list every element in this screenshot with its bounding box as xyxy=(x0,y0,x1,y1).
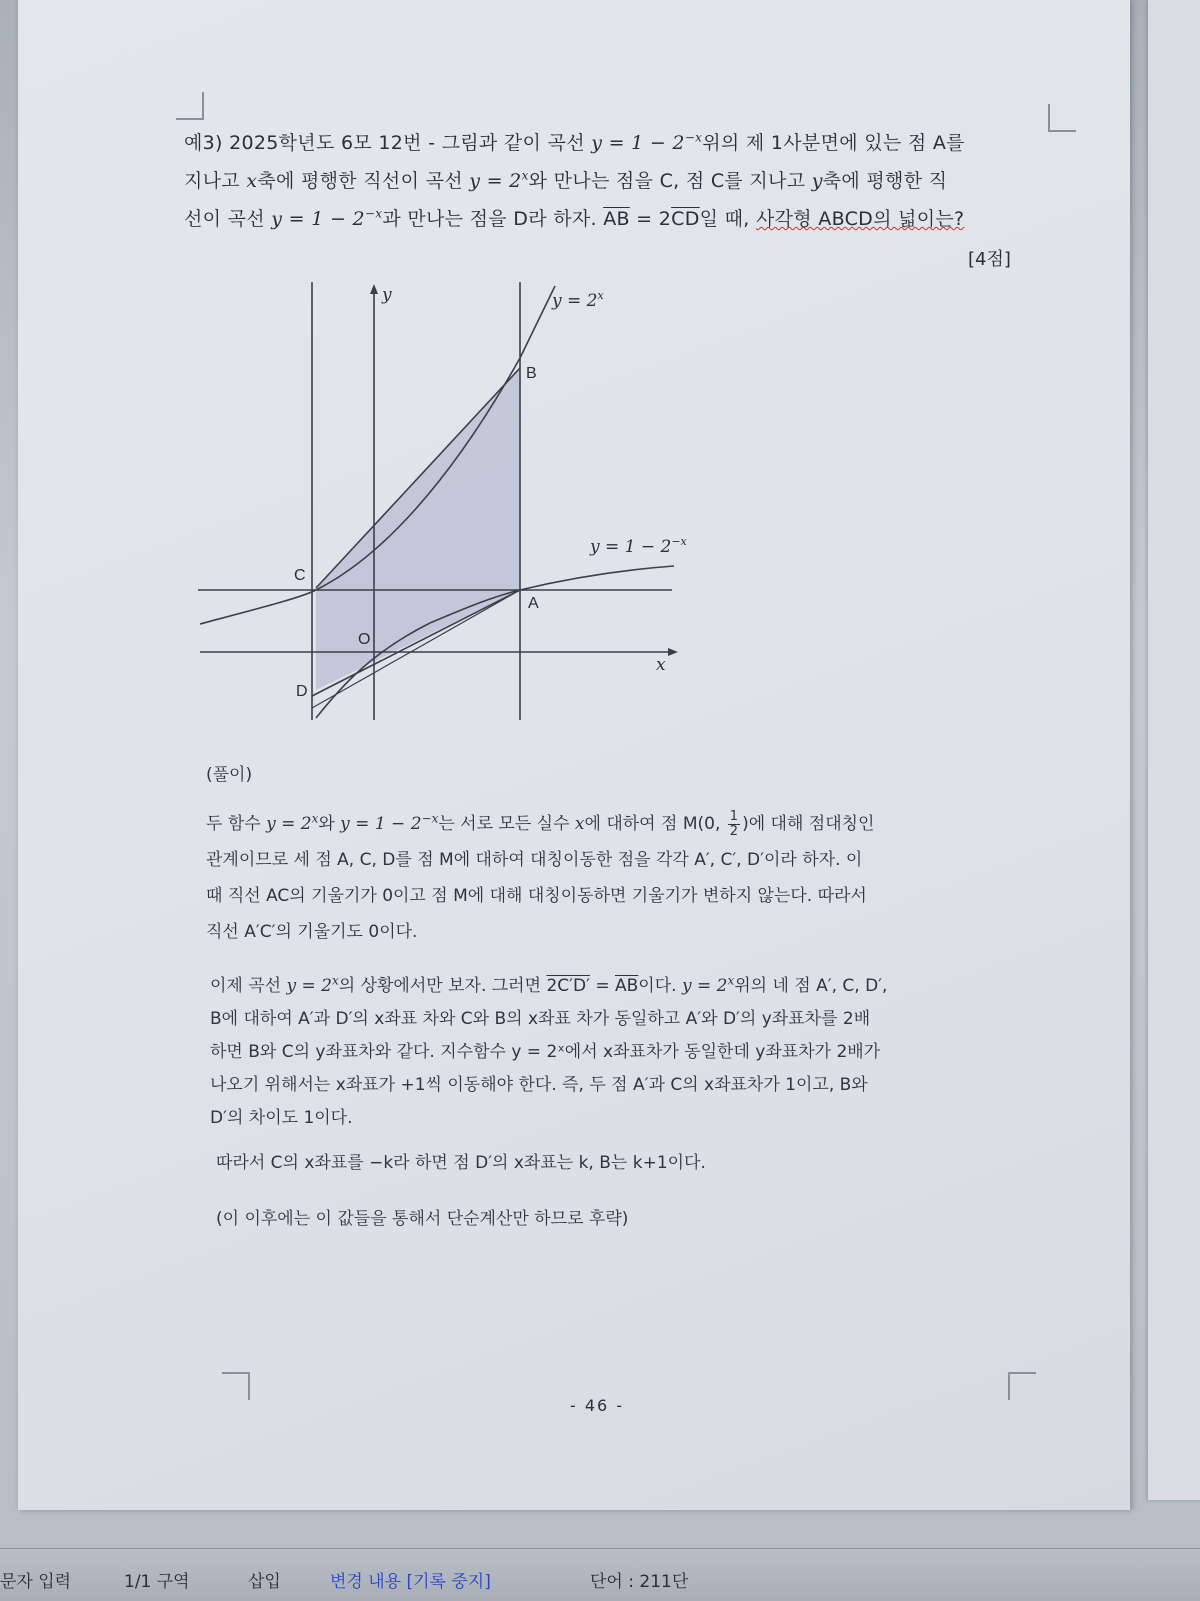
point-a-label: A xyxy=(528,595,539,612)
solution-line: 직선 A′C′의 기울기도 0이다. xyxy=(206,922,418,942)
solution-line: B에 대하여 A′과 D′의 x좌표 차와 C와 B의 x좌표 차가 동일하고 A′와 D′의 y좌표차를 2배 xyxy=(210,1009,871,1029)
point-d-label: D xyxy=(296,683,308,700)
crop-mark-top-left xyxy=(176,92,204,120)
solution-heading: (풀이) xyxy=(206,765,253,785)
crop-mark-top-right xyxy=(1048,104,1076,132)
solution-line: 이제 곡선 $y = 2^x$의 상황에서만 보자. 그러면 $2C'D' = \overline{AB}$이다. $y = 2^x$위의 네 점 A′, C, D′, xyxy=(210,973,888,996)
y-axis-label: y xyxy=(382,285,392,305)
solution-paragraph-4: (이 이후에는 이 값들을 통해서 단순계산만 하므로 후략) xyxy=(216,1209,629,1229)
solution-line: D′의 차이도 1이다. xyxy=(210,1108,353,1128)
equation: y = 2 xyxy=(469,170,522,192)
page-number: - 46 - xyxy=(570,1396,625,1415)
next-page-edge xyxy=(1148,0,1200,1500)
x-axis-arrow xyxy=(668,648,678,656)
solution-paragraph-3: 따라서 C의 x좌표를 −k라 하면 점 D′의 x좌표는 k, B는 k+1이다. xyxy=(216,1153,706,1173)
solution-line: 나오기 위해서는 x좌표가 +1씩 이동해야 한다. 즉, 두 점 A′과 C의 x좌표차가 1이고, B와 xyxy=(210,1075,868,1095)
solution-line: 두 함수 $y = 2^x$와 $y = 1 - 2^{-x}$는 서로 모든 실수 x에 대하여 점 M(0, $\frac{1}{2}$ )에 대해 점대칭인 xyxy=(206,808,875,839)
curve-label-inverse: $y = 1 - 2^{-x}$ xyxy=(590,535,687,557)
crop-mark-bottom-left xyxy=(222,1372,250,1400)
segment-cd: $\overline{CD}$ xyxy=(671,208,700,230)
point-b-label: B xyxy=(526,365,537,382)
spellcheck-underline: 사각형 ABCD의 넓이는? xyxy=(755,208,965,230)
status-word-count[interactable]: 단어 : 211단 xyxy=(590,1572,689,1592)
problem-graph xyxy=(190,278,710,738)
status-insert-mode[interactable]: 삽입 xyxy=(248,1572,281,1592)
status-input-mode[interactable]: 문자 입력 xyxy=(0,1572,72,1592)
problem-statement xyxy=(184,124,1044,238)
point-c-label: C xyxy=(294,567,306,584)
equation: y = 1 − 2 xyxy=(591,132,685,154)
crop-mark-bottom-right xyxy=(1008,1372,1036,1400)
solution-paragraph-2 xyxy=(210,970,1000,1135)
fraction-one-half: $\frac{1}{2}$ xyxy=(729,808,739,839)
solution-line: 하면 B와 C의 y좌표차와 같다. 지수함수 y = 2ˣ에서 x좌표차가 동일한데 y좌표차가 2배가 xyxy=(210,1042,881,1062)
segment-ab: $\overline{AB}$ xyxy=(603,208,630,230)
status-bar xyxy=(0,1548,1200,1601)
solution-line: 관계이므로 세 점 A, C, D를 점 M에 대하여 대칭이동한 점을 각각 A′, C′, D′이라 하자. 이 xyxy=(206,850,863,870)
points-label: [4점] xyxy=(968,249,1011,270)
status-section[interactable]: 1/1 구역 xyxy=(124,1572,190,1592)
status-track-changes[interactable]: 변경 내용 [기록 중지] xyxy=(330,1572,491,1592)
curve-label-exp: $y = 2^x$ xyxy=(552,289,604,311)
problem-line-3: 선이 곡선 $y = 1 - 2^{-x}$과 만나는 점을 D라 하자. $\overline{AB} = 2\overline{CD}$일 때, 사각형 ABCD의 넓이는? xyxy=(184,206,965,230)
equation: y = 1 − 2 xyxy=(271,208,365,230)
y-axis-arrow xyxy=(370,284,378,294)
problem-line-2: 지나고 x축에 평행한 직선이 곡선 $y = 2^x$와 만나는 점을 C, 점 C를 지나고 y축에 평행한 직 xyxy=(184,168,948,192)
solution-line: 때 직선 AC의 기울기가 0이고 점 M에 대해 대칭이동하면 기울기가 변하지 않는다. 따라서 xyxy=(206,886,867,906)
origin-label: O xyxy=(358,631,371,648)
solution-paragraph-1 xyxy=(206,806,1006,950)
x-axis-label: x xyxy=(656,655,666,675)
problem-line-1: 예3) 2025학년도 6모 12번 - 그림과 같이 곡선 $y = 1 - 2^{-x}$위의 제 1사분면에 있는 점 A를 xyxy=(184,130,965,154)
